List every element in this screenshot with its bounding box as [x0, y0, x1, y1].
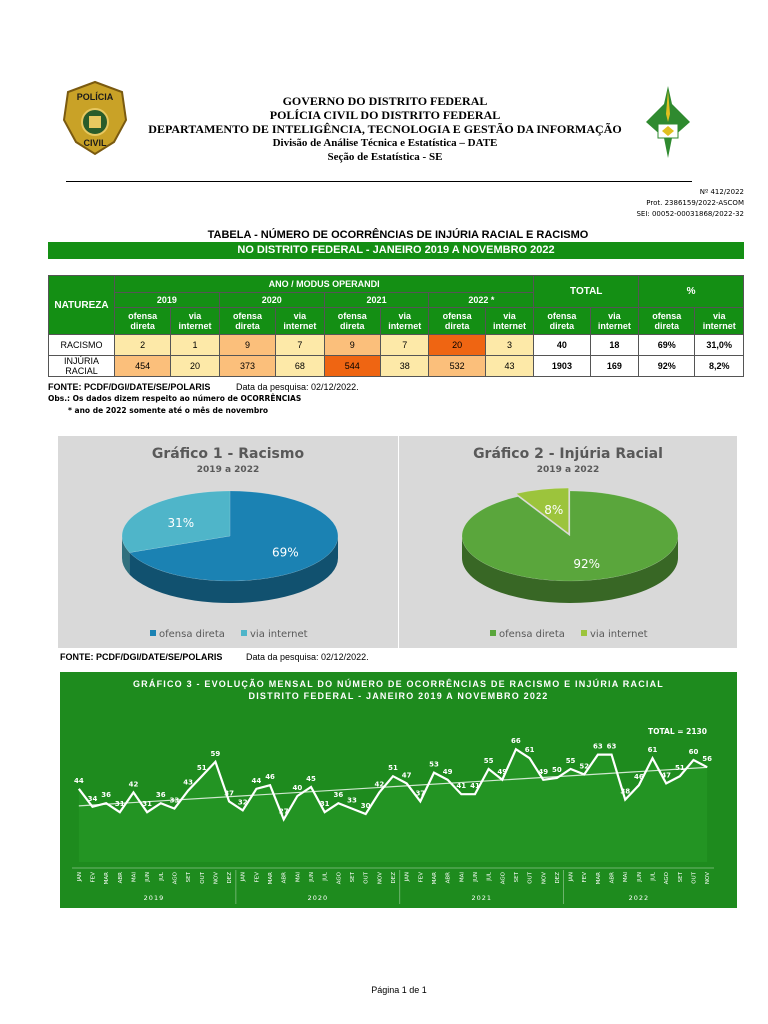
table-cell: 3	[485, 335, 534, 356]
sub-internet: via internet	[380, 308, 429, 335]
month-tick-label: ABR	[609, 872, 616, 884]
data-label: 56	[702, 755, 713, 764]
table-cell: 43	[485, 356, 534, 377]
table-cell: 454	[115, 356, 171, 377]
pie-subtitle: 2019 a 2022	[536, 465, 600, 475]
month-tick-label: ABR	[445, 872, 452, 884]
month-tick-label: DEZ	[391, 872, 397, 884]
data-label: 45	[306, 775, 316, 783]
month-tick-label: AGO	[500, 872, 507, 885]
pct-cell: 31,0%	[695, 335, 744, 356]
data-label: 42	[374, 780, 385, 789]
sub-ofensa: ofensa direta	[115, 308, 171, 335]
data-label: 31	[142, 800, 153, 809]
month-tick-label: AGO	[336, 872, 343, 885]
data-label: 30	[360, 802, 371, 810]
data-label: 47	[401, 771, 412, 780]
data-label: 33	[169, 796, 180, 805]
badge-text-top: POLÍCIA	[76, 92, 114, 102]
sub-ofensa: ofensa direta	[219, 308, 275, 335]
sub-internet: via internet	[590, 308, 639, 335]
month-tick-label: NOV	[541, 872, 548, 885]
data-label: 31	[114, 800, 125, 809]
pie-subtitle: 2019 a 2022	[196, 465, 260, 475]
data-label: 53	[429, 760, 439, 769]
month-tick-label: JUN	[636, 872, 643, 882]
month-tick-label: JUN	[309, 872, 316, 882]
data-label: 36	[155, 791, 166, 800]
header-line-2: POLÍCIA CIVIL DO DISTRITO FEDERAL	[269, 108, 501, 122]
chart-2-panel	[399, 436, 737, 648]
sub-ofensa: ofensa direta	[324, 308, 380, 335]
sub-internet: via internet	[171, 308, 220, 335]
month-tick-label: AGO	[664, 872, 671, 885]
table-cell: 9	[219, 335, 275, 356]
pie-chart-injuria	[399, 436, 737, 648]
header-line-1: GOVERNO DO DISTRITO FEDERAL	[282, 94, 488, 108]
table-row	[49, 356, 744, 377]
chart-3-title: GRÁFICO 3 - EVOLUÇÃO MENSAL DO NÚMERO DE OCORRÊNCIAS DE RACISMO E INJÚRIA RACIAL	[132, 679, 665, 689]
month-tick-label: OUT	[527, 872, 534, 884]
table-subtitle: NO DISTRITO FEDERAL - JANEIRO 2019 A NOVEMBRO 2022	[48, 242, 744, 259]
table-row	[49, 335, 744, 356]
col-natureza: NATUREZA	[49, 276, 115, 335]
header-line-4: Divisão de Análise Técnica e Estatística – DATE	[272, 137, 498, 149]
table-cell: 9	[324, 335, 380, 356]
protocol-sei: SEI: 00052-00031868/2022-32	[636, 210, 744, 218]
month-tick-label: MAR	[268, 872, 275, 885]
legend-swatch	[241, 630, 247, 636]
data-label: 31	[319, 800, 330, 809]
table-search-date: Data da pesquisa: 02/12/2022.	[236, 382, 359, 392]
data-label: 63	[606, 742, 617, 751]
data-label: 41	[456, 782, 467, 791]
month-tick-label: JUN	[472, 872, 479, 882]
sub-ofensa: ofensa direta	[639, 308, 695, 335]
col-pct: %	[639, 276, 744, 308]
data-label: 41	[470, 782, 480, 791]
data-label: 49	[538, 767, 549, 776]
legend-label: ofensa direta	[499, 629, 565, 640]
data-label: 49	[497, 767, 508, 776]
year-label: 2019	[143, 894, 165, 902]
data-label: 49	[442, 767, 453, 776]
data-label: 37	[224, 789, 234, 798]
month-tick-label: SET	[513, 872, 520, 883]
data-label: 44	[251, 776, 262, 785]
total-cell: 1903	[534, 356, 590, 377]
chart-search-date: Data da pesquisa: 02/12/2022.	[246, 652, 369, 662]
year-2021: 2021	[324, 293, 429, 308]
month-tick-label: MAR	[104, 872, 111, 885]
month-tick-label: SET	[350, 872, 357, 883]
month-tick-label: JAN	[240, 872, 247, 882]
month-tick-label: DEZ	[554, 872, 561, 884]
legend-swatch	[490, 630, 496, 636]
data-label: 36	[333, 791, 344, 800]
pie-title: Gráfico 2 - Injúria Racial	[473, 446, 663, 462]
header-line-5: Seção de Estatística - SE	[327, 151, 443, 163]
chart-3-panel	[60, 672, 737, 908]
table-cell: 20	[171, 356, 220, 377]
sub-ofensa: ofensa direta	[534, 308, 590, 335]
line-chart-monthly	[60, 672, 737, 908]
total-cell: 169	[590, 356, 639, 377]
legend-swatch	[581, 630, 587, 636]
month-tick-label: FEV	[418, 872, 425, 883]
month-tick-label: JUL	[486, 872, 493, 881]
header-block	[120, 94, 650, 164]
data-label: 59	[210, 749, 221, 758]
pct-cell: 8,2%	[695, 356, 744, 377]
table-cell: 38	[380, 356, 429, 377]
month-tick-label: JUL	[158, 872, 165, 881]
table-footnote: * ano de 2022 somente até o mês de novembro	[68, 406, 269, 415]
table-cell: 1	[171, 335, 220, 356]
data-label: 55	[565, 757, 576, 765]
data-label: 51	[388, 764, 398, 773]
year-label: 2022	[628, 894, 650, 902]
pie-chart-racismo	[58, 436, 398, 648]
pie-title: Gráfico 1 - Racismo	[151, 446, 305, 462]
data-label: 33	[347, 796, 357, 805]
year-label: 2021	[471, 894, 493, 902]
data-label: 61	[524, 746, 535, 755]
header-line-3: DEPARTAMENTO DE INTELIGÊNCIA, TECNOLOGIA E GESTÃO DA INFORMAÇÃO	[148, 122, 622, 136]
month-tick-label: NOV	[705, 872, 712, 885]
pie-value-label: 69%	[272, 545, 299, 560]
data-label: 47	[661, 771, 672, 780]
legend-swatch	[150, 630, 156, 636]
data-label: 66	[511, 737, 521, 746]
data-label: 51	[196, 764, 207, 773]
total-label: TOTAL = 2130	[648, 727, 707, 736]
month-tick-label: SET	[186, 872, 193, 883]
occurrences-table	[48, 275, 744, 377]
data-label: 44	[73, 776, 84, 785]
protocol-number: Nº 412/2022	[699, 188, 744, 196]
month-tick-label: OUT	[199, 872, 206, 884]
df-flag-logo	[632, 84, 704, 160]
sub-internet: via internet	[695, 308, 744, 335]
data-label: 27	[278, 807, 289, 816]
table-cell: 68	[276, 356, 325, 377]
data-label: 32	[237, 798, 248, 807]
month-tick-label: FEV	[90, 872, 97, 883]
month-tick-label: MAI	[459, 872, 466, 883]
year-2019: 2019	[115, 293, 220, 308]
year-label: 2020	[307, 894, 329, 902]
legend-label: via internet	[250, 629, 308, 640]
month-tick-label: MAI	[295, 872, 302, 883]
sub-ofensa: ofensa direta	[429, 308, 485, 335]
month-tick-label: JAN	[76, 872, 83, 882]
table-cell: 532	[429, 356, 485, 377]
row-label: RACISMO	[49, 335, 115, 356]
pie-value-label: 92%	[573, 557, 600, 572]
data-label: 52	[579, 762, 590, 771]
total-cell: 40	[534, 335, 590, 356]
table-source: FONTE: PCDF/DGI/DATE/SE/POLARIS	[48, 382, 211, 392]
month-tick-label: JUL	[322, 872, 329, 881]
data-label: 43	[183, 778, 193, 787]
data-label: 34	[87, 794, 98, 803]
data-label: 36	[101, 791, 112, 800]
table-title: TABELA - NÚMERO DE OCORRÊNCIAS DE INJÚRIA RACIAL E RACISMO	[207, 229, 589, 241]
pie-value-label: 8%	[544, 503, 564, 518]
row-label: INJÚRIA RACIAL	[49, 356, 115, 377]
protocol-ascom: Prot. 2386159/2022-ASCOM	[646, 199, 744, 207]
pie-slice	[462, 491, 678, 581]
month-tick-label: NOV	[377, 872, 384, 885]
month-tick-label: AGO	[172, 872, 179, 885]
table-cell: 7	[380, 335, 429, 356]
month-tick-label: OUT	[363, 872, 370, 884]
month-tick-label: DEZ	[227, 872, 234, 884]
legend-label: ofensa direta	[159, 629, 225, 640]
month-tick-label: NOV	[213, 872, 220, 885]
header-divider	[66, 181, 692, 182]
data-label: 50	[552, 766, 562, 774]
year-2020: 2020	[219, 293, 324, 308]
protocol-block	[560, 187, 744, 220]
sub-internet: via internet	[485, 308, 534, 335]
table-cell: 2	[115, 335, 171, 356]
data-label: 40	[292, 784, 303, 792]
chart-3-subtitle: DISTRITO FEDERAL - JANEIRO 2019 A NOVEMBRO 2022	[248, 691, 549, 701]
month-tick-label: MAI	[623, 872, 630, 883]
pie-value-label: 31%	[167, 516, 195, 531]
data-label: 60	[688, 748, 699, 756]
sub-internet: via internet	[276, 308, 325, 335]
data-label: 46	[265, 773, 275, 782]
col-group: ANO / MODUS OPERANDI	[115, 276, 534, 293]
table-cell: 7	[276, 335, 325, 356]
page-footer: Página 1 de 1	[371, 985, 427, 995]
col-total: TOTAL	[534, 276, 639, 308]
year-2022: 2022 *	[429, 293, 534, 308]
table-obs: Obs.: Os dados dizem respeito ao número de OCORRÊNCIAS	[48, 394, 302, 403]
total-cell: 18	[590, 335, 639, 356]
month-tick-label: MAR	[595, 872, 602, 885]
legend-label: via internet	[590, 629, 648, 640]
month-tick-label: JUL	[650, 872, 657, 881]
table-cell: 544	[324, 356, 380, 377]
data-label: 51	[674, 764, 685, 773]
month-tick-label: MAI	[131, 872, 138, 883]
chart-1-panel	[58, 436, 398, 648]
table-cell: 373	[219, 356, 275, 377]
data-label: 37	[415, 789, 426, 798]
badge-text-mid: CIVIL	[83, 138, 107, 148]
month-tick-label: MAR	[431, 872, 438, 885]
month-tick-label: ABR	[281, 872, 288, 884]
data-label: 61	[647, 746, 658, 755]
data-label: 38	[620, 787, 631, 796]
table-cell: 20	[429, 335, 485, 356]
month-tick-label: SET	[677, 872, 684, 883]
data-label: 55	[483, 757, 494, 765]
pct-cell: 92%	[639, 356, 695, 377]
month-tick-label: ABR	[117, 872, 124, 884]
month-tick-label: JUN	[145, 872, 152, 882]
month-tick-label: JAN	[568, 872, 575, 882]
chart-source: FONTE: PCDF/DGI/DATE/SE/POLARIS	[60, 652, 223, 662]
month-tick-label: FEV	[582, 872, 589, 883]
month-tick-label: OUT	[691, 872, 698, 884]
month-tick-label: FEV	[254, 872, 261, 883]
pct-cell: 69%	[639, 335, 695, 356]
data-label: 63	[593, 742, 603, 751]
data-label: 42	[128, 780, 139, 789]
month-tick-label: JAN	[404, 872, 411, 882]
data-label: 46	[633, 773, 644, 782]
